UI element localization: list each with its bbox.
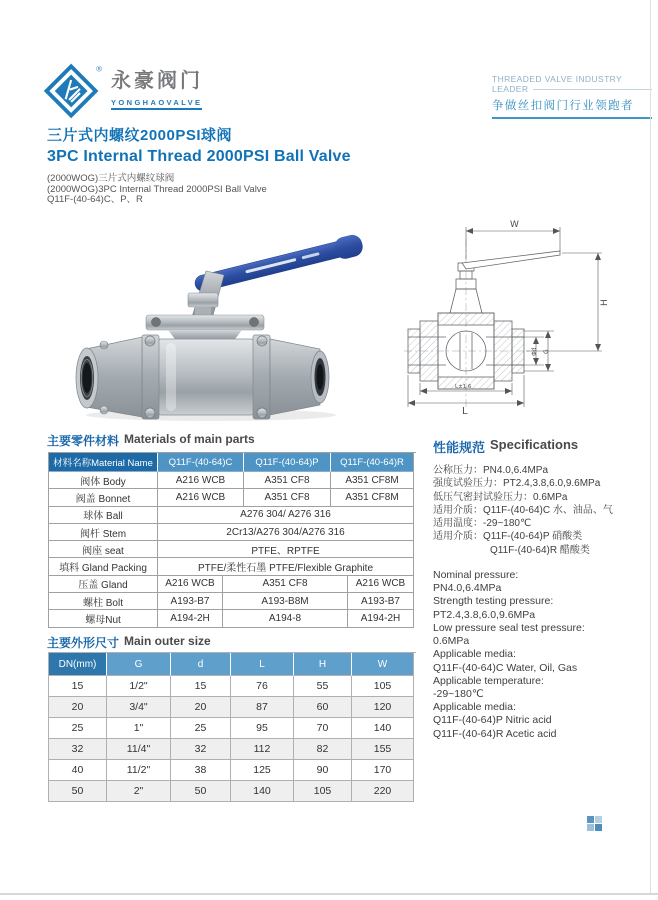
spec-line: 0.6MPa [433,635,470,648]
size-value: 1" [107,718,171,739]
part-name: 阀座 seat [49,541,158,558]
size-value: 170 [352,760,414,781]
spec-line: 适用介质：Q11F-(40-64)P 硝酸类 [433,531,583,543]
material-value: A216 WCB [158,472,244,489]
spec-line: 低压气密封试验压力：0.6MPa [433,491,568,503]
sizes-table [48,652,416,802]
spec-line: Q11F-(40-64)C Water, Oil, Gas [433,661,578,674]
size-value: 2" [107,781,171,802]
size-value: 140 [352,718,414,739]
part-name: 球体 Ball [49,507,158,524]
size-value: 1/2" [107,676,171,697]
tagline-rule [533,89,652,90]
technical-drawing [402,211,656,415]
spec-line: Applicable media: [433,701,516,714]
table-row [49,472,416,489]
part-name: 阀盖 Bonnet [49,489,158,506]
brand-name-en: YONGHAOVALVE [111,98,202,110]
size-value: 55 [294,676,352,697]
size-value: 70 [294,718,352,739]
materials-table [48,452,416,628]
part-name: 螺柱 Bolt [49,593,158,610]
product-photo [46,209,380,421]
sizes-header-dn: DN(mm) [49,653,107,676]
size-value: 20 [49,697,107,718]
size-value: 3/4" [107,697,171,718]
size-value: 220 [352,781,414,802]
size-value: 105 [294,781,352,802]
material-value: A351 CF8 [244,489,331,506]
sizes-title-en: Main outer size [124,634,211,648]
sizes-title-cn: 主要外形尺寸 [47,636,120,650]
product-title-block [47,124,351,206]
spec-line: 适用温度：-29~180℃ [433,518,532,530]
table-row [49,524,416,541]
size-value: 82 [294,739,352,760]
part-name: 填料 Gland Packing [49,558,158,575]
material-value: A193-B7 [348,593,414,610]
size-value: 60 [294,697,352,718]
material-value: A194-2H [348,610,414,627]
spec-line: Applicable media: [433,648,516,661]
size-value: 50 [49,781,107,802]
material-value: A193-B8M [223,593,348,610]
size-value: 112 [231,739,294,760]
spec-line: 适用介质：Q11F-(40-64)C 水、油品、气 [433,504,613,516]
material-value: PTFE/柔性石墨 PTFE/Flexible Graphite [158,558,414,575]
dim-label-l-tol: L±1.6 [455,384,472,390]
size-value: 125 [231,760,294,781]
table-row [49,489,416,506]
company-logo [44,62,203,118]
materials-header-p: Q11F-(40-64)P [244,453,331,472]
product-subtitle-2: (2000WOG)3PC Internal Thread 2000PSI Ball Valve [47,183,267,195]
spec-line: PN4.0,6.4MPa [433,582,502,595]
size-value: 32 [171,739,231,760]
sizes-header-w: W [352,653,414,676]
spec-line: -29~180℃ [433,687,484,700]
material-value: A351 CF8M [331,472,414,489]
page-edge-bottom [0,893,658,895]
material-value: A351 CF8M [331,489,414,506]
stem-nut [188,293,218,307]
sizes-section-title [47,634,211,651]
dim-label-l: L [462,406,468,415]
tagline-en-line2: LEADER [492,84,529,94]
tagline-underline [492,117,652,119]
product-model-codes: Q11F-(40-64)C、P、R [47,194,143,205]
material-value: A194-2H [158,610,223,627]
material-value: A216 WCB [348,576,414,593]
materials-header-c: Q11F-(40-64)C [158,453,244,472]
material-value: A194-8 [223,610,348,627]
table-row [49,507,416,524]
decorative-squares [587,816,602,831]
spec-line: 强度试验压力：PT2.4,3.8,6.0,9.6MPa [433,478,601,490]
spec-line: Q11F-(40-64)R Acetic acid [433,727,557,740]
specs-title-en: Specifications [490,437,579,452]
size-value: 25 [49,718,107,739]
decor-square [587,816,594,823]
size-value: 140 [231,781,294,802]
specs-title-cn: 性能规范 [433,440,486,455]
mounting-pad [146,315,264,330]
table-row [49,697,416,718]
sizes-header-d: d [171,653,231,676]
material-value: A276 304/ A276 316 [158,507,414,524]
material-value: A216 WCB [158,489,244,506]
materials-section-title [47,432,255,449]
material-value: A193-B7 [158,593,223,610]
table-row [49,593,416,610]
sizes-header-g: G [107,653,171,676]
spec-line: Strength testing pressure: [433,595,554,608]
size-value: 120 [352,697,414,718]
part-name: 螺母Nut [49,610,158,627]
spec-line: 公称压力：PN4.0,6.4MPa [433,465,549,476]
table-row [49,676,416,697]
material-value: 2Cr13/A276 304/A276 316 [158,524,414,541]
page-edge-right [650,0,651,894]
dim-label-h: H [600,299,610,306]
table-row [49,576,416,593]
materials-header-name: 材料名称Material Name [49,453,158,472]
table-row [49,760,416,781]
product-subtitle-1: (2000WOG)三片式内螺纹球阀 [47,173,175,184]
table-row [49,558,416,575]
material-value: A216 WCB [158,576,223,593]
logo-diamond-icon [44,62,106,118]
size-value: 155 [352,739,414,760]
table-row [49,541,416,558]
brand-name-cn: 永豪阀门 [111,70,203,92]
table-row [49,781,416,802]
size-value: 105 [352,676,414,697]
material-value: A351 CF8 [244,472,331,489]
sizes-header-h: H [294,653,352,676]
size-value: 90 [294,760,352,781]
materials-header-r: Q11F-(40-64)R [331,453,414,472]
dim-label-d: Φd [531,347,538,356]
table-row [49,739,416,760]
size-value: 25 [171,718,231,739]
header-tagline [492,74,652,119]
spec-line: Low pressure seal test pressure: [433,621,585,634]
decor-square [587,824,594,831]
sizes-header-row [49,653,416,676]
materials-title-cn: 主要零件材料 [47,434,120,448]
tagline-en-line1: THREADED VALVE INDUSTRY [492,74,623,84]
spec-line: Q11F-(40-64)P Nitric acid [433,714,552,727]
decor-square [595,816,602,823]
materials-title-en: Materials of main parts [124,432,255,446]
size-value: 11/2" [107,760,171,781]
size-value: 87 [231,697,294,718]
size-value: 20 [171,697,231,718]
size-value: 50 [171,781,231,802]
product-title-cn: 三片式内螺纹2000PSI球阀 [47,127,233,144]
sizes-header-l: L [231,653,294,676]
part-name: 阀体 Body [49,472,158,489]
spec-line: Nominal pressure: [433,569,519,582]
material-value: A351 CF8 [223,576,348,593]
material-value: PTFE、RPTFE [158,541,414,558]
tagline-cn: 争做丝扣阀门行业领跑者 [492,100,634,112]
specifications-section [433,437,655,741]
size-value: 38 [171,760,231,781]
table-row [49,718,416,739]
size-value: 15 [171,676,231,697]
size-value: 95 [231,718,294,739]
dim-label-g: G [543,349,550,354]
dim-label-w: W [510,220,519,230]
size-value: 15 [49,676,107,697]
size-value: 76 [231,676,294,697]
part-name: 阀杆 Stem [49,524,158,541]
spec-line: Applicable temperature: [433,674,544,687]
part-name: 压盖 Gland [49,576,158,593]
registered-mark: ® [96,64,102,74]
spec-line: PT2.4,3.8,6.0,9.6MPa [433,608,536,621]
size-value: 32 [49,739,107,760]
size-value: 11/4" [107,739,171,760]
table-row [49,610,416,627]
decor-square [595,824,602,831]
spec-line: Q11F-(40-64)R 醋酸类 [490,544,590,556]
materials-header-row [49,453,416,472]
size-value: 40 [49,760,107,781]
product-title-en: 3PC Internal Thread 2000PSI Ball Valve [47,148,351,165]
